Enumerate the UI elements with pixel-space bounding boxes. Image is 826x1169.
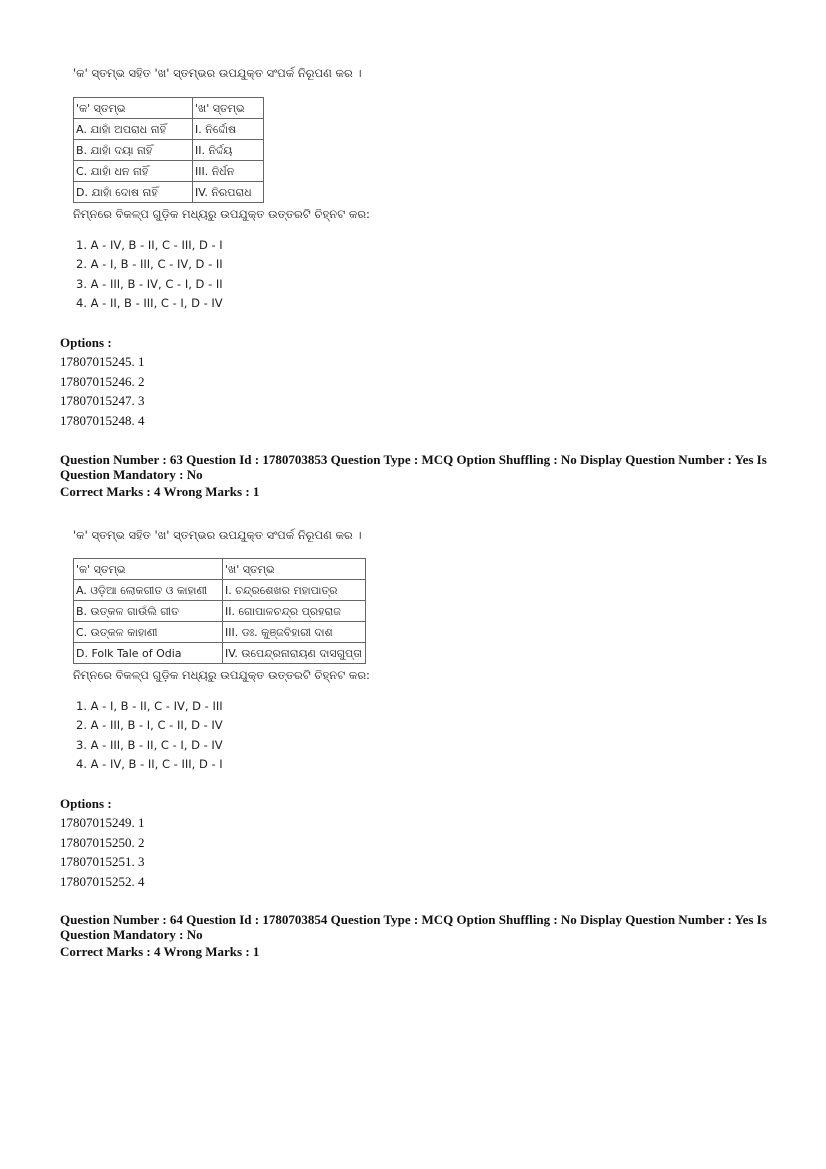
answer-choices [76, 697, 223, 774]
table-cell: II. ନିର୍ଦ୍ଦୟ [193, 140, 264, 161]
answer-choice: 2. A - III, B - I, C - II, D - IV [76, 718, 223, 733]
table-cell: I. ନିର୍ଦ୍ଦୋଷ [193, 119, 264, 140]
match-table [73, 97, 264, 203]
table-row [74, 140, 264, 161]
options-label: Options : [60, 796, 112, 811]
answer-choice: 2. A - I, B - III, C - IV, D - II [76, 257, 223, 272]
question-header [60, 912, 767, 959]
table-row [74, 622, 366, 643]
match-table [73, 558, 366, 664]
question-meta-line: Question Number : 64 Question Id : 1780703854 Question Type : MCQ Option Shuffling : No Display Question Number : Yes Is [60, 912, 767, 927]
table-cell: D. ଯାହାଁ ଦୋଷ ନାହିଁ [74, 182, 193, 203]
option-item: 17807015249. 1 [60, 815, 145, 830]
options-label: Options : [60, 335, 112, 350]
question-header [60, 452, 767, 499]
table-cell: A. ଯାହାଁ ଅପରାଧ ନାହିଁ [74, 119, 193, 140]
table-row [74, 601, 366, 622]
option-item: 17807015250. 2 [60, 834, 145, 850]
column-b-header: 'ଖ' ସ୍ତମ୍ଭ [223, 559, 366, 580]
question-mandatory-line: Question Mandatory : No [60, 467, 203, 482]
table-header-row [74, 559, 366, 580]
answer-choices [76, 236, 223, 313]
table-cell: II. ଗୋପାଳଚନ୍ଦ୍ର ପ୍ରହରାଜ [223, 601, 366, 622]
question-prompt: 'କ' ସ୍ତମ୍ଭ ସହିତ 'ଖ' ସ୍ତମ୍ଭର ଉପଯୁକ୍ତ ସଂପର୍କ ନିରୂପଣ କର । [73, 528, 362, 542]
column-b-header: 'ଖ' ସ୍ତମ୍ଭ [193, 98, 264, 119]
table-row [74, 119, 264, 140]
option-item: 17807015251. 3 [60, 854, 145, 869]
answer-choice: 3. A - III, B - II, C - I, D - IV [76, 737, 223, 752]
option-item: 17807015248. 4 [60, 412, 145, 428]
answer-choice: 1. A - IV, B - II, C - III, D - I [76, 238, 223, 252]
table-cell: III. ଡଃ. କୁଞ୍ଜବିହାରୀ ଦାଶ [223, 622, 366, 643]
answer-choice: 1. A - I, B - II, C - IV, D - III [76, 699, 223, 713]
table-cell: B. ଯାହାଁ ଦୟା ନାହିଁ [74, 140, 193, 161]
question-instruction: ନିମ୍ନରେ ବିକଳ୍ପ ଗୁଡ଼ିକ ମଧ୍ୟରୁ ଉପଯୁକ୍ତ ଉତ୍ତରଟି ଚିହ୍ନଟ କର: [73, 207, 370, 221]
table-header-row [74, 98, 264, 119]
option-item: 17807015246. 2 [60, 373, 145, 389]
table-cell: III. ନିର୍ଧନ [193, 161, 264, 182]
table-cell: B. ଉତ୍କଳ ଗାଉଁଲି ଗୀତ [74, 601, 223, 622]
question-marks: Correct Marks : 4 Wrong Marks : 1 [60, 944, 260, 959]
answer-choice: 4. A - IV, B - II, C - III, D - I [76, 756, 223, 771]
table-row [74, 182, 264, 203]
table-row [74, 643, 366, 664]
question-mandatory-line: Question Mandatory : No [60, 927, 203, 942]
answer-choice: 3. A - III, B - IV, C - I, D - II [76, 276, 223, 291]
option-item: 17807015247. 3 [60, 393, 145, 408]
table-cell: IV. ଉପେନ୍ଦ୍ରନାରାୟଣ ଦାସଗୁପ୍ତା [223, 643, 366, 664]
option-item: 17807015252. 4 [60, 873, 145, 889]
table-cell: A. ଓଡ଼ିଆ ଲୋକଗୀତ ଓ କାହାଣୀ [74, 580, 223, 601]
question-marks: Correct Marks : 4 Wrong Marks : 1 [60, 484, 260, 499]
table-row [74, 580, 366, 601]
question-meta-line: Question Number : 63 Question Id : 1780703853 Question Type : MCQ Option Shuffling : No Display Question Number : Yes Is [60, 452, 767, 467]
table-row [74, 161, 264, 182]
answer-choice: 4. A - II, B - III, C - I, D - IV [76, 295, 223, 310]
table-cell: I. ଚନ୍ଦ୍ରଶେଖର ମହାପାତ୍ର [223, 580, 366, 601]
table-cell: C. ଉତ୍କଳ କାହାଣୀ [74, 622, 223, 643]
options-list [60, 813, 145, 891]
question-prompt: 'କ' ସ୍ତମ୍ଭ ସହିତ 'ଖ' ସ୍ତମ୍ଭର ଉପଯୁକ୍ତ ସଂପର୍କ ନିରୂପଣ କର । [73, 66, 362, 80]
table-cell: C. ଯାହାଁ ଧନ ନାହିଁ [74, 161, 193, 182]
options-list [60, 352, 145, 430]
table-cell: D. Folk Tale of Odia [74, 643, 223, 664]
question-instruction: ନିମ୍ନରେ ବିକଳ୍ପ ଗୁଡ଼ିକ ମଧ୍ୟରୁ ଉପଯୁକ୍ତ ଉତ୍ତରଟି ଚିହ୍ନଟ କର: [73, 668, 370, 682]
table-cell: IV. ନିରପରାଧ [193, 182, 264, 203]
column-a-header: 'କ' ସ୍ତମ୍ଭ [74, 98, 193, 119]
option-item: 17807015245. 1 [60, 354, 145, 369]
column-a-header: 'କ' ସ୍ତମ୍ଭ [74, 559, 223, 580]
